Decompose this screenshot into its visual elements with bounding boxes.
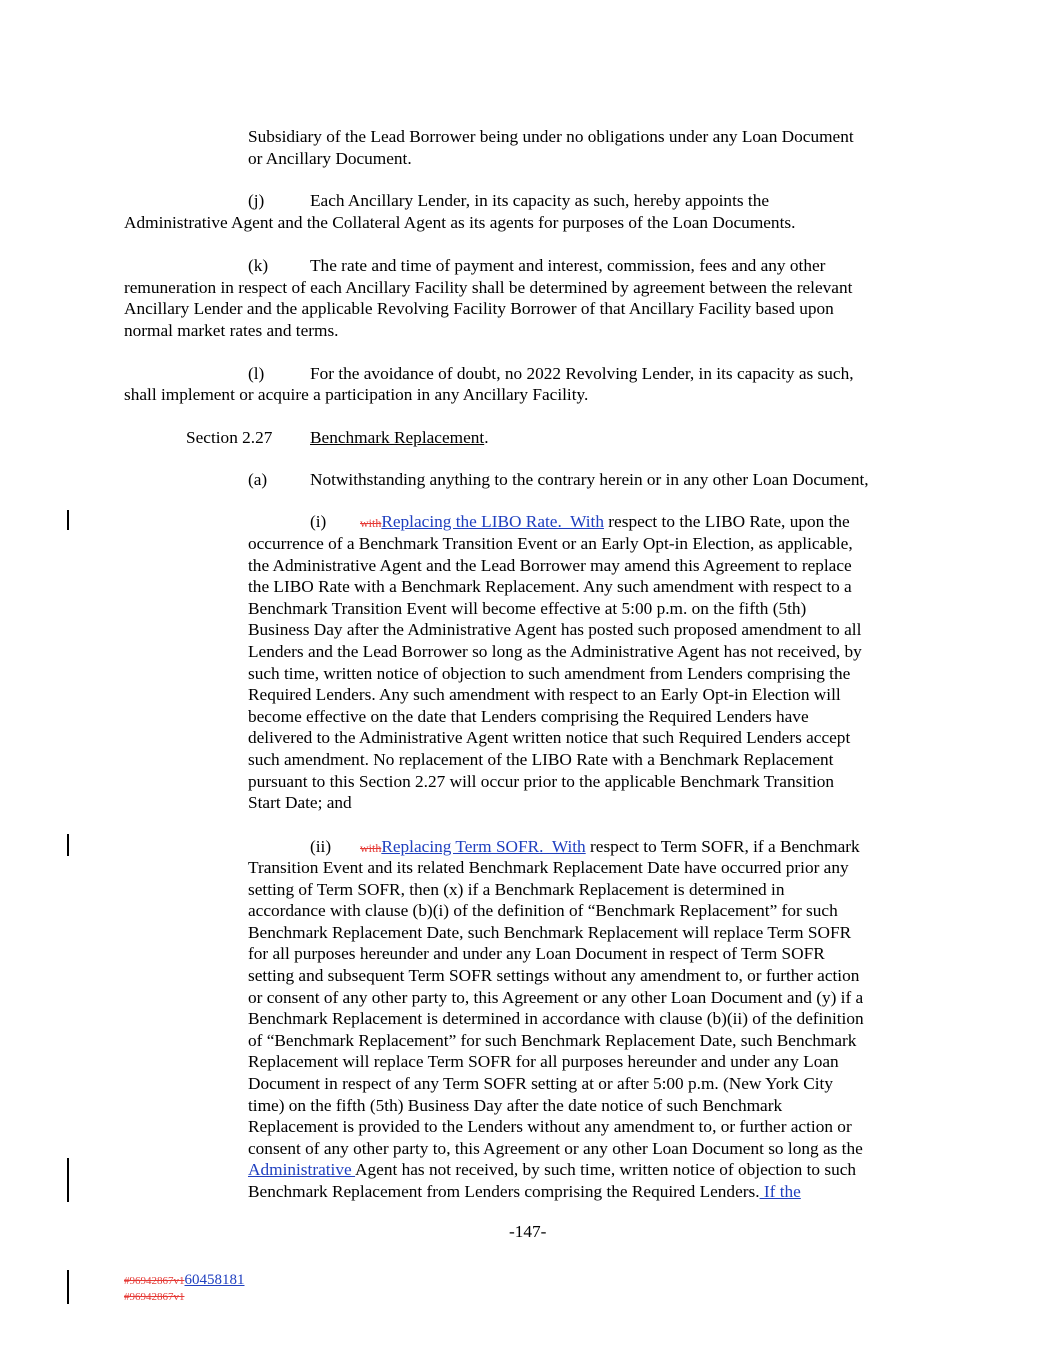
para-label: (l) [248,364,265,383]
text-line: Each Ancillary Lender, in its capacity as such, hereby appoints the [310,191,770,210]
text-run: Agent has not received, by such time, written notice of objection to such [355,1160,857,1180]
text-line: Subsidiary of the Lead Borrower being under no obligations under any Loan Document [248,127,854,146]
inserted-text: If the [759,1181,801,1201]
change-bar [67,834,69,856]
change-bar [67,1270,69,1304]
text-line: For the avoidance of doubt, no 2022 Revolving Lender, in its capacity as such, [310,364,854,383]
deleted-text: #96942867v1 [124,1275,185,1287]
para-label: (j) [248,191,265,210]
paragraph-i-body [248,533,862,814]
text-line: time) on the fifth (5th) Business Day after the date notice of such Benchmark [248,1095,783,1115]
change-bar [67,510,69,530]
text-line: of “Benchmark Replacement” for such Benchmark Replacement Date, such Benchmark [248,1030,857,1050]
text-line: Business Day after the Administrative Agent has posted such proposed amendment to all [248,620,862,640]
text-line: Benchmark Transition Event will become effective at 5:00 p.m. on the fifth (5th) [248,598,807,618]
text-line: The rate and time of payment and interest, commission, fees and any other [310,256,826,275]
text-line: Ancillary Lender and the applicable Revolving Facility Borrower of that Ancillary Facility based upon [124,299,834,318]
change-bar [67,1158,69,1202]
text-line: or consent of any other party to, this Agreement or any other Loan Document and (y) if a [248,987,864,1007]
text-line: for all purposes hereunder and under any Loan Document in respect of Term SOFR [248,944,825,964]
text-line: occurrence of a Benchmark Transition Event or an Early Opt-in Election, as applicable, [248,534,853,553]
text-run: respect to Term SOFR, if a Benchmark [585,837,860,856]
text-line: remuneration in respect of each Ancillary Facility shall be determined by agreement between the relevant [124,278,853,297]
text-run: respect to the LIBO Rate, upon the [603,512,850,531]
text-line: Start Date; and [248,793,352,813]
text-line: such time, written notice of objection to such amendment from Lenders comprising the [248,663,851,683]
text-line: Document in respect of any Term SOFR setting at or after 5:00 p.m. (New York City [248,1073,833,1093]
text-run: Benchmark Replacement from Lenders comprising the Required Lenders. [248,1181,760,1201]
para-label: (ii) [310,837,332,856]
section-title-text: Benchmark Replacement [310,428,485,447]
text-line: consent of any other party to, this Agreement or any other Loan Document so long as the [248,1138,863,1158]
deleted-text: with [360,841,382,855]
text-line: Required Lenders. Any such amendment with respect to an Early Opt-in Election will [248,685,841,705]
text-line: pursuant to this Section 2.27 will occur prior to the applicable Benchmark Transition [248,771,835,791]
text-line: become effective on the date that Lenders comprising the Required Lenders have [248,706,809,726]
section-title [310,427,489,449]
text-line: Transition Event and its related Benchmark Replacement Date have occurred prior any [248,858,849,877]
text-line: setting and subsequent Term SOFR settings without any amendment to, or further action [248,965,860,985]
text-line: Benchmark Replacement Date, such Benchmark Replacement will replace Term SOFR [248,922,852,942]
footer-doc-id [124,1291,185,1304]
text-line: Benchmark Replacement is determined in accordance with clause (b)(ii) of the definition [248,1009,864,1029]
text-line: Replacement is provided to the Lenders without any amendment to, or further action or [248,1117,852,1137]
page-number: -147- [509,1222,547,1241]
para-label: (i) [310,512,327,531]
inserted-text: Administrative [248,1160,356,1180]
text-line [248,1181,864,1203]
inserted-text: 60458181 [184,1272,245,1288]
footer-doc-id [124,1274,245,1288]
text-line: Administrative Agent and the Collateral Agent as its agents for purposes of the Loan Documents. [124,213,796,232]
text-line: the Administrative Agent and the Lead Borrower may amend this Agreement to replace [248,555,852,575]
section-title-period: . [484,428,489,447]
inserted-text: Replacing Term SOFR. With [381,837,586,856]
deleted-text: #96942867v1 [124,1291,185,1303]
section-number: Section 2.27 [186,428,273,447]
text-line: setting of Term SOFR, then (x) if a Benchmark Replacement is determined in [248,879,785,899]
inserted-text: Replacing the LIBO Rate. With [381,512,604,531]
text-line: Notwithstanding anything to the contrary herein or in any other Loan Document, [310,470,869,489]
text-line: such amendment. No replacement of the LIBO Rate with a Benchmark Replacement [248,749,834,769]
text-line: shall implement or acquire a participation in any Ancillary Facility. [124,385,589,404]
text-line: Replacement will replace Term SOFR for all purposes hereunder and under any Loan [248,1052,839,1072]
text-line: Lenders and the Lead Borrower so long as the Administrative Agent has not received, by [248,641,862,661]
text-line: delivered to the Administrative Agent written notice that such Required Lenders accept [248,728,851,748]
para-label: (a) [248,470,268,489]
paragraph-ii-body [248,857,864,1203]
text-line: accordance with clause (b)(i) of the definition of “Benchmark Replacement” for such [248,901,838,921]
text-line: the LIBO Rate with a Benchmark Replacement. Any such amendment with respect to a [248,577,852,597]
text-line [248,1159,864,1181]
text-line: or Ancillary Document. [248,149,412,168]
text-line [360,511,850,535]
deleted-text: with [360,516,382,530]
text-line: normal market rates and terms. [124,321,339,340]
para-label: (k) [248,256,269,275]
